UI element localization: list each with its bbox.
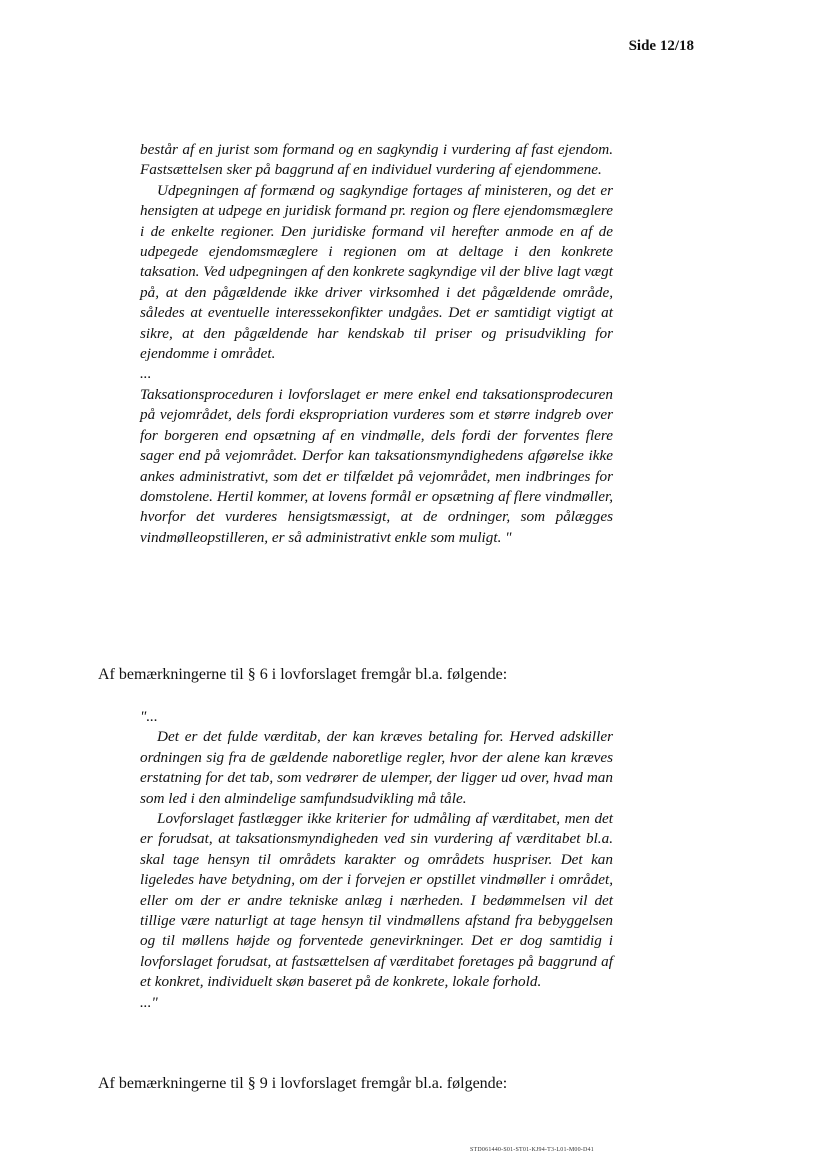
quote2-open-ellipsis: "... [140,708,158,725]
quote1-paragraph-3: Taksationsproceduren i lovforslaget er mere enkel end taksationsprodecuren på vejområdet, dels fordi ekspropriation vurderes som et større indgreb over for borgeren end opsætning af en vindmølle, dels fordi der forventes flere sager end på vejområdet. Derfor kan taksationsmyndighedens afgørelse ikke ankes administrativt, som det er tilfældet på vejområdet, men indbringes for domstolene. Hertil kommer, at lovens formål er opsætning af flere vindmøller, hvorfor det vurderes hensigtsmæssigt, at de ordninger, som pålægges vindmølleopstilleren, er så administrativt enkle som muligt. " [140,385,613,546]
quoted-block-1 [140,140,613,548]
quote2-paragraph-2: Lovforslaget fastlægger ikke kriterier for udmåling af værditabet, men det er forudsat, at taksationsmyndigheden ved sin vurdering af værditabet bl.a. skal tage hensyn til områdets karakter og områdets huspriser. Det kan ligeledes have betydning, om der i forvejen er opstillet vindmøller i området, eller om der er andre tekniske anlæg i nærheden. I bedømmelsen vil det tillige være naturligt at tage hensyn til vindmøllens afstand fra bebyggelsen og til møllens højde og forventede genevirkninger. Det er dog samtidig i lovforslaget forudsat, at fastsættelsen af værditabet foretages på baggrund af et konkret, individuelt skøn baseret på de konkrete, lokale forhold. [140,810,613,991]
document-footer-code: STD061440-S01-ST01-KJ94-T3-L01-M00-D41 [470,1147,594,1153]
quote1-ellipsis: ... [140,365,152,383]
quoted-block-2 [140,707,613,1013]
quote1-paragraph-2: Udpegningen af formænd og sagkyndige fortages af ministeren, og det er hensigten at udpege en juridisk formand pr. region og flere ejendomsmæglere i de enkelte regioner. Den juridiske formand vil herefter anmode en af de udpegede ejendomsmæglere i regionen om at deltage i den konkrete taksation. Ved udpegningen af den konkrete sagkyndige vil der blive lagt vægt på, at den pågældende ikke driver virksomhed i det pågældende område, således at eventuelle interessekonfikter undgåes. Det er samtidigt vigtigt at sikre, at den pågældende har kendskab til priser og prisudvikling for ejendomme i området. [140,181,613,363]
page-number: Side 12/18 [628,38,694,54]
quote2-paragraph-1: Det er det fulde værditab, der kan kræves betaling for. Herved adskiller ordningen sig fra de gældende naboretlige regler, hvor der alene kan kræves erstatning for det tab, som vedrører de ulemper, der ligger ud over, hvad man som led i den almindelige samfundsudvikling må tåle. [140,728,613,807]
section-9-intro: Af bemærkningerne til § 9 i lovforslaget fremgår bl.a. følgende: [98,1075,508,1092]
quote1-paragraph-1: består af en jurist som formand og en sagkyndig i vurdering af fast ejendom. Fastsættelsen sker på baggrund af en individuel vurdering af ejendommene. [140,141,613,179]
section-6-intro: Af bemærkningerne til § 6 i lovforslaget fremgår bl.a. følgende: [98,666,508,683]
quote2-close-ellipsis: ..." [140,993,158,1011]
